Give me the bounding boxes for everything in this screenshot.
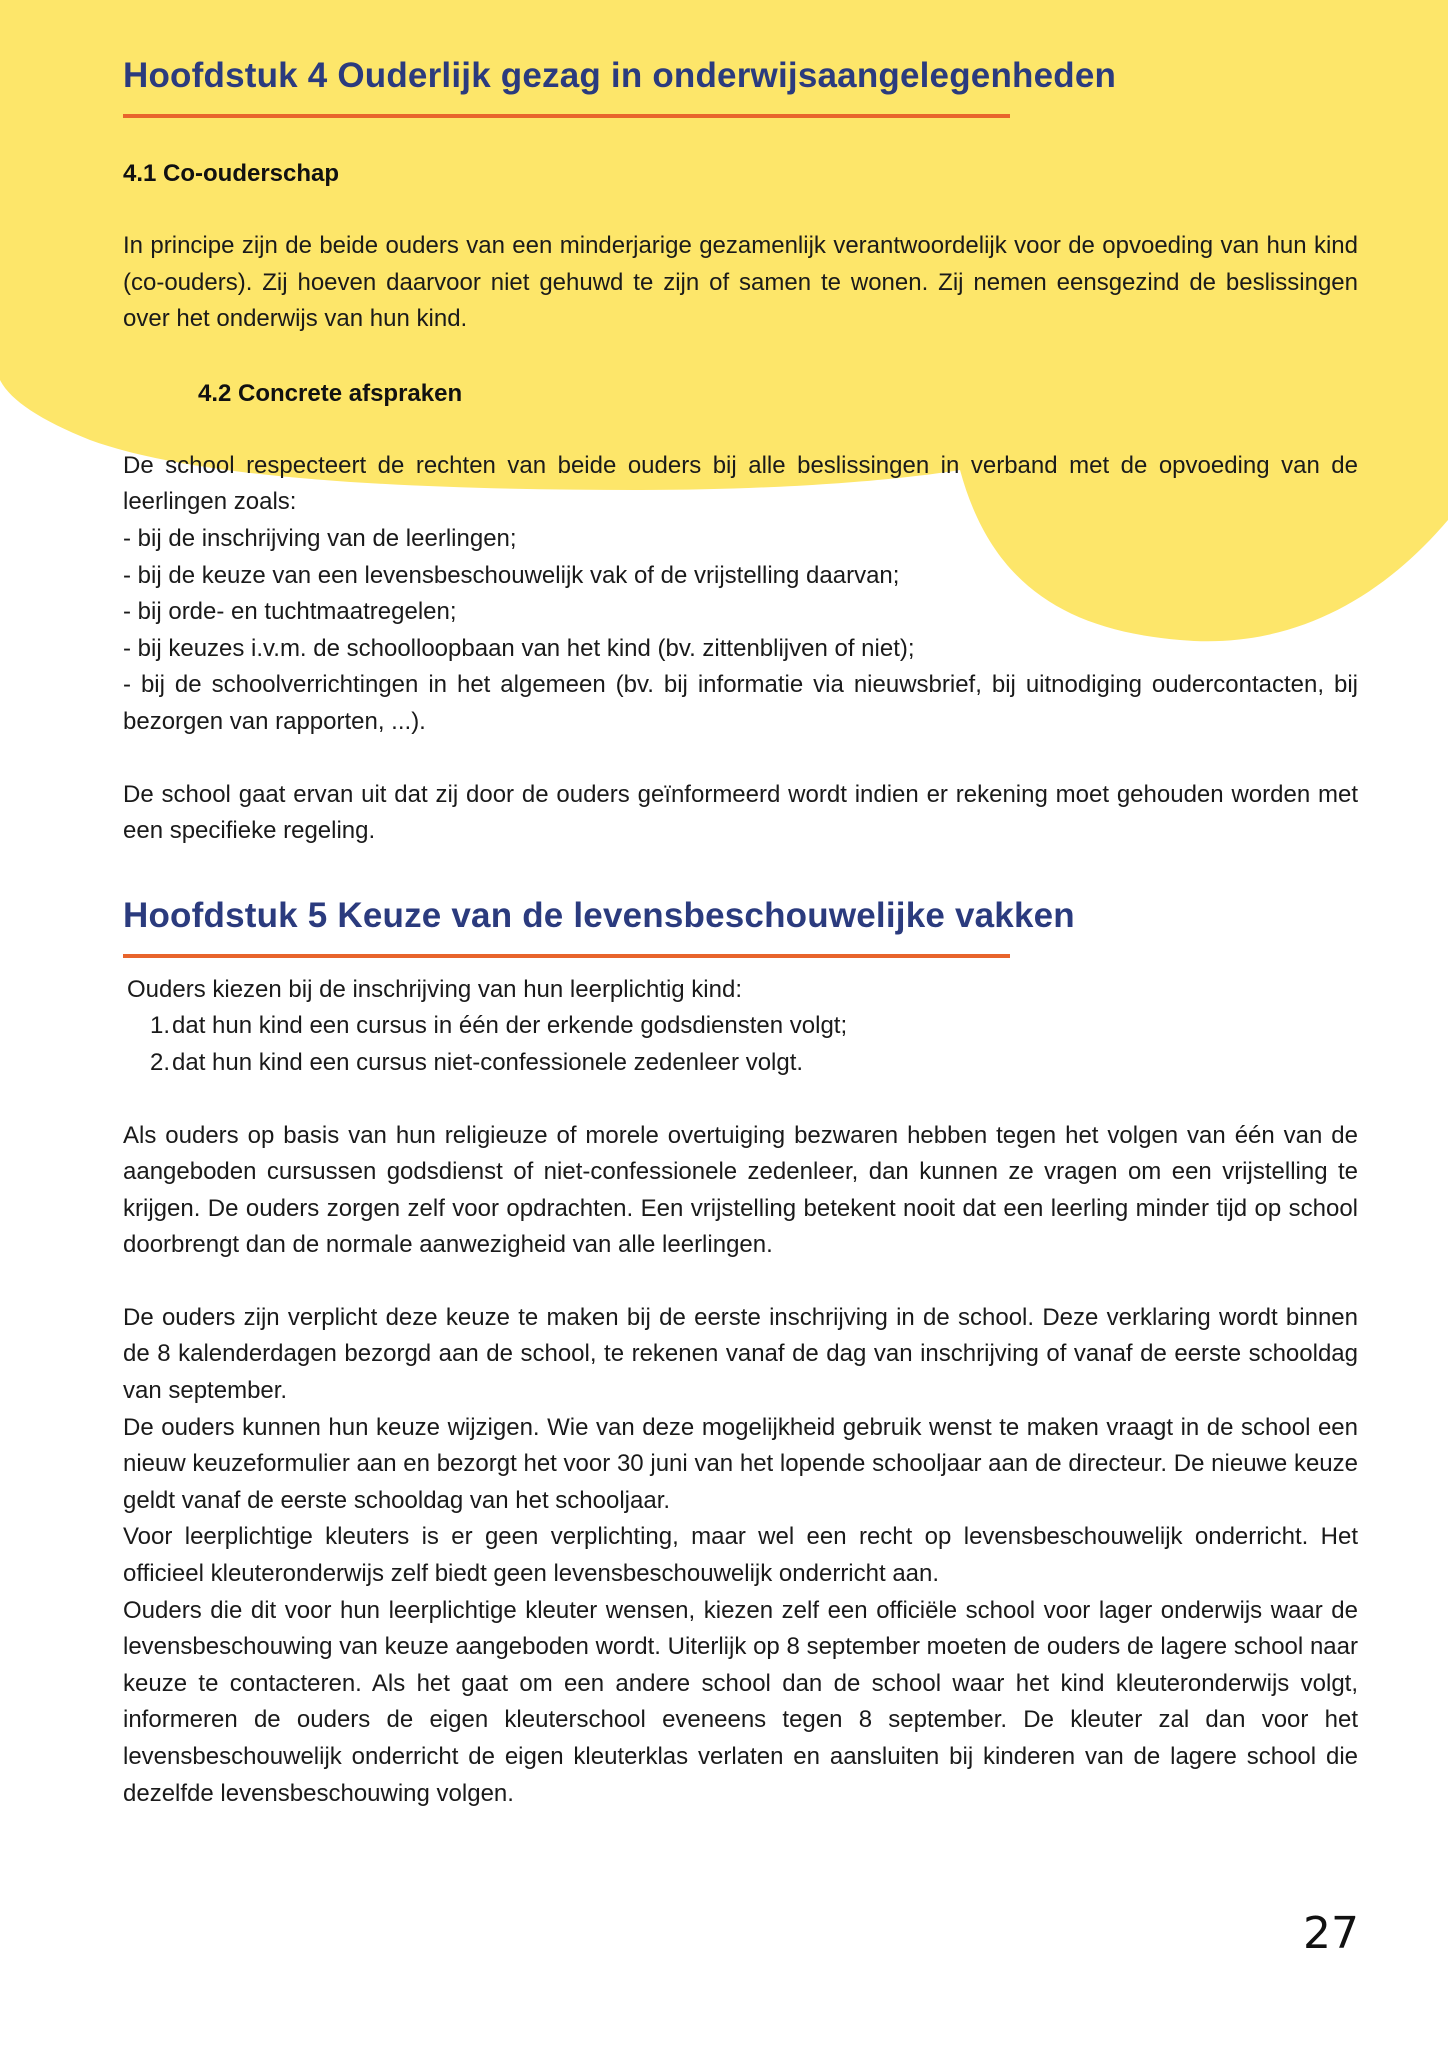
section-4-2-body — [123, 448, 1358, 741]
list-item: - bij orde- en tuchtmaatregelen; — [123, 598, 457, 626]
page-number: 27 — [1303, 1908, 1359, 1959]
list-item: - bij keuzes i.v.m. de schoolloopbaan van het kind (bv. zittenblijven of niet); — [123, 634, 915, 662]
section-4-2-closing: De school gaat ervan uit dat zij door de ouders geïnformeerd wordt indien er rekening moet gehouden worden met een specifieke regeling. — [123, 780, 1358, 845]
list-item: 1.dat hun kind een cursus in één der erkende godsdiensten volgt; — [149, 1012, 848, 1040]
chapter-4-title: Hoofdstuk 4 Ouderlijk gezag in onderwijsaangelegenheden — [123, 56, 1117, 95]
list-item: - bij de keuze van een levensbeschouwelijk vak of de vrijstelling daarvan; — [123, 561, 900, 589]
choice-list — [123, 1008, 1358, 1081]
chapter-4-underline — [123, 114, 1010, 118]
list-item: 2.dat hun kind een cursus niet-confessionele zedenleer volgt. — [149, 1048, 804, 1076]
list-item: - bij de schoolverrichtingen in het algemeen (bv. bij informatie via nieuwsbrief, bij uitnodiging oudercontacten, bij bezorgen van rapporten, ...). — [123, 671, 1358, 735]
chapter-5-underline — [123, 954, 1010, 958]
chapter-5-title: Hoofdstuk 5 Keuze van de levensbeschouwelijke vakken — [123, 895, 1075, 935]
section-4-2-heading: 4.2 Concrete afspraken — [198, 379, 463, 407]
section-4-1-heading: 4.1 Co-ouderschap — [123, 160, 340, 187]
section-4-2-intro: De school respecteert de rechten van beide ouders bij alle beslissingen in verband met de opvoeding van de leerlingen zoals: — [123, 451, 1358, 516]
chapter-5-paragraph-1: Als ouders op basis van hun religieuze of morele overtuiging bezwaren hebben tegen het volgen van één van de aangeboden cursussen godsdienst of niet-confessionele zedenleer, dan kunnen ze vragen om een vrijstelling te krijgen. De ouders zorgen zelf voor opdrachten. Een vrijstelling betekent nooit dat een leerling minder tijd op school doorbrengt dan de normale aanwezigheid van alle leerlingen. — [123, 1121, 1358, 1259]
document-content — [123, 50, 1358, 1812]
chapter-5-paragraph-5: Ouders die dit voor hun leerplichtige kleuter wensen, kiezen zelf een officiële school voor lager onderwijs waar de levensbeschouwing van keuze aangeboden wordt. Uiterlijk op 8 september moeten de ouders de lagere school naar keuze te contacteren. Als het gaat om een andere school dan de school waar het kind kleuteronderwijs volgt, informeren de ouders de eigen kleuterschool eveneens tegen 8 september. De kleuter zal dan voor het levensbeschouwelijk onderricht de eigen kleuterklas verlaten en aansluiten bij kinderen van de lagere school die dezelfde levensbeschouwing volgen. — [123, 1596, 1358, 1807]
chapter-5-paragraph-2: De ouders zijn verplicht deze keuze te maken bij de eerste inschrijving in de school. Deze verklaring wordt binnen de 8 kalenderdagen bezorgd aan de school, te rekenen vanaf de dag van inschrijving of vanaf de eerste schooldag van september. — [123, 1303, 1358, 1405]
chapter-5-paragraph-3: De ouders kunnen hun keuze wijzigen. Wie van deze mogelijkheid gebruik wenst te maken vraagt in de school een nieuw keuzeformulier aan en bezorgt het voor 30 juni van het lopende schooljaar aan de directeur. De nieuwe keuze geldt vanaf de eerste schooldag van het schooljaar. — [123, 1413, 1358, 1514]
list-item: - bij de inschrijving van de leerlingen; — [123, 524, 517, 552]
chapter-5-paragraph-4: Voor leerplichtige kleuters is er geen verplichting, maar wel een recht op levensbeschouwelijk onderricht. Het officieel kleuteronderwijs zelf biedt geen levensbeschouwelijk onderricht aan. — [123, 1523, 1358, 1588]
section-4-1-text: In principe zijn de beide ouders van een minderjarige gezamenlijk verantwoordelijk voor de opvoeding van hun kind (co-ouders). Zij hoeven daarvoor niet gehuwd te zijn of samen te wonen. Zij nemen eensgezind de beslissingen over het onderwijs van hun kind. — [123, 232, 1358, 333]
chapter-5-intro: Ouders kiezen bij de inschrijving van hun leerplichtig kind: — [127, 975, 742, 1003]
